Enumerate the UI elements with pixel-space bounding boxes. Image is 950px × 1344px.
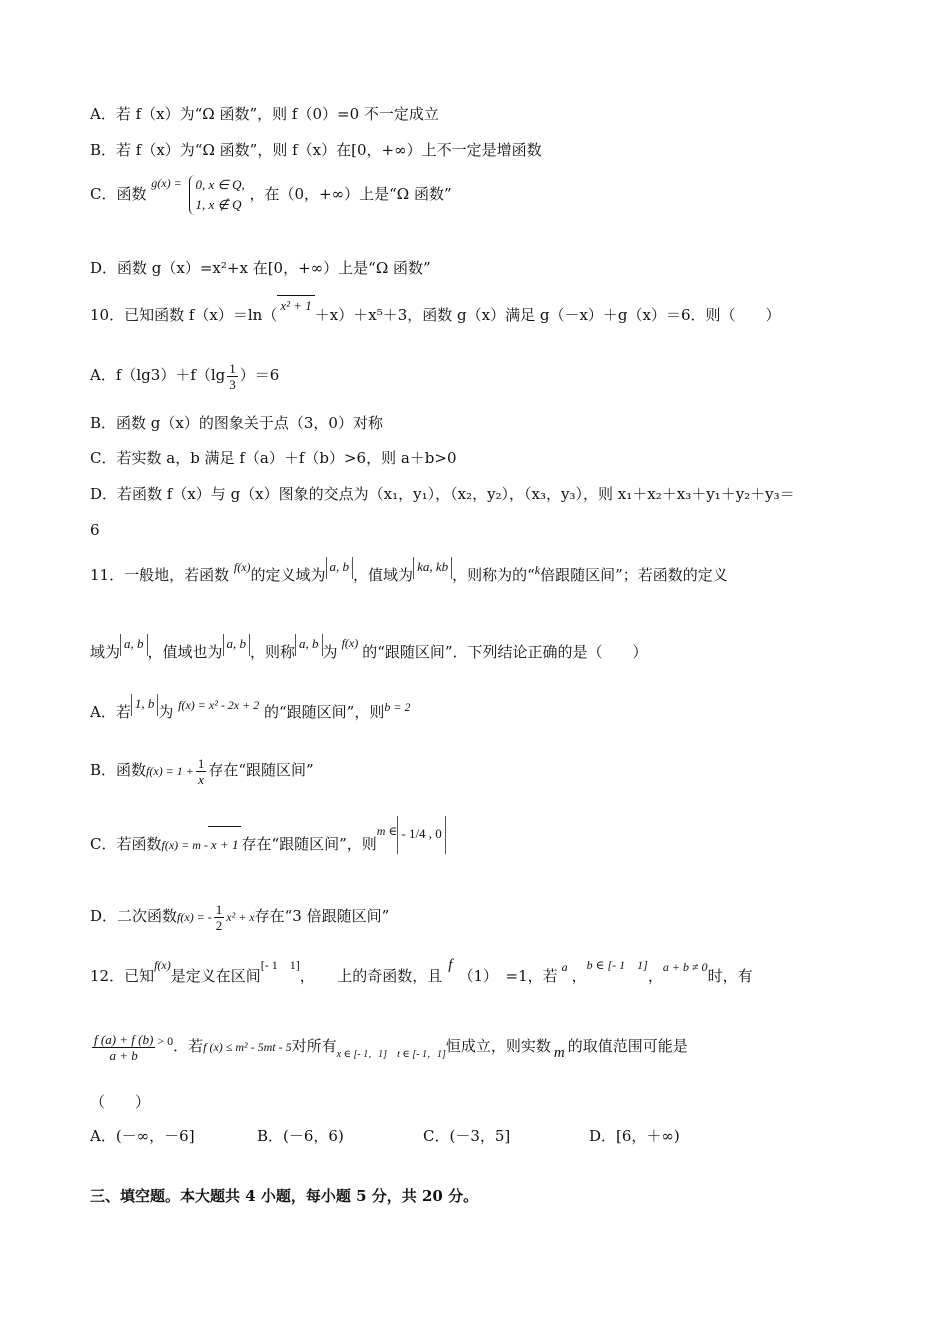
section-3-heading: 三、填空题。本大题共 4 小题，每小题 5 分，共 20 分。 (90, 1187, 479, 1205)
q12-l2-c: 恒成立，则实数 (445, 1037, 551, 1055)
q12-l1-g: 时，有 (707, 967, 753, 985)
q11-c-prefix: C．若函数 (90, 835, 162, 853)
q10-option-c: C．若实数 a，b 满足 f（a）＋f（b）>6，则 a＋b>0 (90, 449, 457, 467)
q9-option-a: A．若 f（x）为“Ω 函数”，则 f（0）=0 不一定成立 (90, 105, 439, 123)
q9-option-c (90, 174, 452, 215)
q10-option-d-cont: 6 (90, 521, 100, 539)
q11-c-sqrt: x + 1 (208, 826, 242, 863)
q11-b-frac-den: x (198, 771, 205, 787)
q9-c-case1: 0, x ∈ Q, (195, 177, 245, 192)
q12-option-c: C．(－3，5] (423, 1127, 511, 1145)
q11-k: k (534, 563, 541, 577)
q11-b-prefix: B．函数 (90, 761, 147, 779)
q12-gt: > 0 (157, 1034, 174, 1048)
q11-d-func2: x² + x (226, 910, 255, 924)
q12-frac-den: a + b (109, 1047, 138, 1063)
q11-interval-ab-4: a, b (295, 634, 323, 656)
q12-frac (92, 1032, 155, 1063)
q12-ineq: f (x) ≤ m² - 5mt - 5 (203, 1040, 292, 1054)
q11-l1-d: ，则称为的“ (452, 566, 535, 584)
q11-l2-b: ，值域也为 (147, 643, 223, 661)
q12-ab-ne: a + b ≠ 0 (662, 960, 708, 974)
q12-b-in: b ∈ [- 1 1] (586, 958, 648, 972)
q11-option-c (90, 826, 446, 864)
q9-c-g: g(x) = (151, 176, 182, 190)
q11-d-frac (214, 902, 225, 933)
q12-option-a: A．(－∞，－6] (90, 1127, 195, 1145)
q11-a-b2: b = 2 (384, 700, 411, 714)
q10-stem (90, 298, 781, 326)
q11-interval-kakb: ka, kb (413, 557, 452, 579)
q9-option-b: B．若 f（x）为“Ω 函数”，则 f（x）在[0，+∞）上不一定是增函数 (90, 141, 542, 159)
q12-l2-d: 的取值范围可能是 (567, 1037, 688, 1055)
q11-b-func: f(x) = 1 + (146, 764, 194, 778)
q10-option-d: D．若函数 f（x）与 g（x）图象的交点为（x₁，y₁），（x₂，y₂），（x₃，y₃），则 x₁＋x₂＋x₃＋y₁＋y₂＋y₃＝ (90, 485, 795, 503)
q11-d-func: f(x) = - (177, 910, 212, 924)
q12-interval: [- 1 1] (260, 958, 300, 972)
q12-l2-b: 对所有 (291, 1037, 337, 1055)
q10-a-prefix: A．f（lg3）＋f（lg (90, 366, 226, 384)
q12-fx: f(x) (154, 958, 171, 972)
q11-l2-e: 的“跟随区间”．下列结论正确的是（ ） (362, 643, 648, 661)
q11-c-func: f(x) = m - (161, 838, 208, 852)
q11-interval-ab: a, b (326, 557, 354, 579)
q10-a-frac (227, 361, 238, 392)
q11-a-wei: 为 (158, 703, 174, 721)
q12-l2-a: ．若 (173, 1037, 204, 1055)
q10-option-a (90, 355, 279, 395)
q11-a-func: f(x) = x² - 2x + 2 (178, 698, 260, 712)
q11-l1-e: 倍跟随区间”；若函数的定义 (540, 566, 728, 584)
q11-stem-line1 (90, 559, 728, 587)
q10-stem-b: ＋x）＋x⁵＋3，函数 g（x）满足 g（－x）＋g（x）＝6．则（ ） (314, 306, 781, 324)
q10-a-frac-den: 3 (229, 376, 236, 392)
q11-b-frac (196, 756, 207, 787)
q11-a-interval: 1, b (131, 694, 159, 716)
q12-a: a (561, 960, 568, 974)
q11-a-prefix: A．若 (90, 703, 131, 721)
q11-b-frac-num: 1 (197, 755, 205, 771)
q12-l1-f: ， (647, 967, 663, 985)
q11-option-d (90, 896, 389, 937)
q10-option-b: B．函数 g（x）的图象关于点（3，0）对称 (90, 414, 383, 432)
q11-l2-a: 域为 (90, 643, 121, 661)
q12-option-b: B．(－6，6) (257, 1127, 344, 1145)
q10-a-suffix: ）＝6 (239, 366, 280, 384)
q10-stem-a: 10．已知函数 f（x）＝ln（ (90, 306, 278, 324)
q12-stem-line2 (90, 1026, 688, 1069)
q12-f: f (448, 957, 453, 973)
q9-option-d: D．函数 g（x）=x²+x 在[0，+∞）上是“Ω 函数” (90, 259, 431, 277)
q11-b-suffix: 存在“跟随区间” (208, 761, 314, 779)
q12-option-d: D．[6，＋∞) (589, 1127, 680, 1145)
q11-stem-line2 (90, 636, 648, 664)
q11-fx: f(x) (233, 560, 251, 574)
q12-l1-e: ， (571, 967, 587, 985)
q9-c-suffix: ，在（0，+∞）上是“Ω 函数” (249, 185, 452, 203)
q12-frac-num: f (a) + f (b) (94, 1031, 154, 1047)
q9-c-case2: 1, x ∉ Q (195, 197, 242, 212)
q11-l1-b: 的定义域为 (250, 566, 326, 584)
q11-d-frac-num: 1 (215, 901, 223, 917)
q11-interval-ab-2: a, b (120, 634, 148, 656)
q11-c-m: m ∈ (376, 824, 398, 838)
q12-t-in: t ∈ [- 1，1] (397, 1049, 446, 1060)
q11-interval-ab-3: a, b (223, 634, 251, 656)
q11-c-mid: 存在“跟随区间”，则 (241, 835, 377, 853)
q11-d-prefix: D．二次函数 (90, 907, 178, 925)
q11-l1-a: 11．一般地，若函数 (90, 566, 230, 584)
q10-sqrt: x² + 1 (277, 295, 314, 316)
q12-l1-c: ， 上的奇函数，且 (299, 967, 443, 985)
q11-l1-c: ，值域为 (353, 566, 414, 584)
q11-l2-d: 为 (322, 643, 338, 661)
q9-c-prefix: C．函数 (90, 185, 147, 203)
q11-option-a (90, 696, 411, 724)
q11-option-b (90, 750, 314, 791)
q11-c-range: - 1/4 , 0 (397, 816, 445, 854)
q12-m: m (553, 1045, 565, 1061)
q10-a-frac-num: 1 (229, 360, 236, 376)
q11-l2-c: ，则称 (250, 643, 296, 661)
q11-d-frac-den: 2 (215, 917, 223, 933)
q11-a-mid: 的“跟随区间”，则 (264, 703, 385, 721)
q12-paren: （ ） (90, 1093, 151, 1111)
q9-c-piecewise (189, 175, 244, 215)
q11-d-suffix: 存在“3 倍跟随区间” (254, 907, 390, 925)
q12-l1-a: 12．已知 (90, 967, 155, 985)
q12-l1-d: （1） =1，若 (458, 967, 558, 985)
q11-fx-2: f(x) (341, 636, 359, 650)
q12-l1-b: 是定义在区间 (170, 967, 261, 985)
q12-x-in: x ∈ [- 1，1] (336, 1049, 388, 1060)
